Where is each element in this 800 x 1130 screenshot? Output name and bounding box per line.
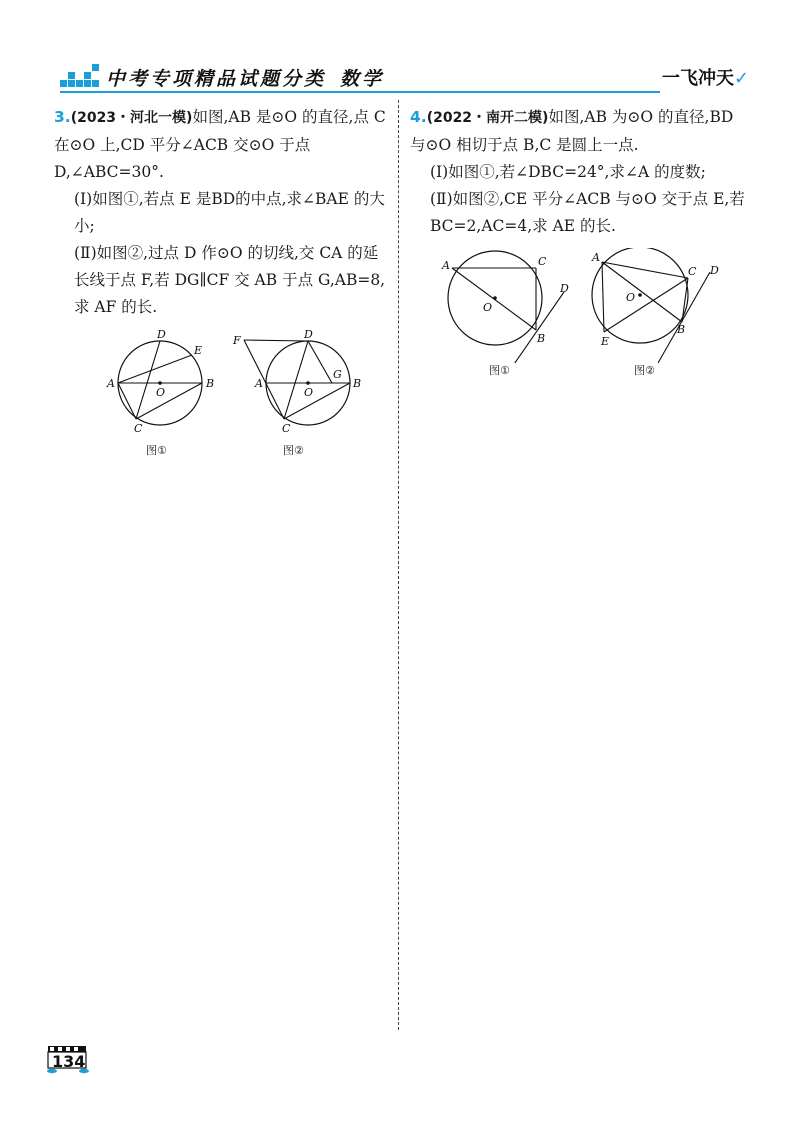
svg-text:A: A: [592, 251, 600, 264]
stem-text: 如图,AB 为⊙O 的直径,BD 与⊙O 相切于点 B,C 是圆上一点.: [410, 108, 734, 154]
svg-text:E: E: [601, 335, 610, 348]
problem-3-figure-2: [226, 330, 376, 460]
figure-1-diagram: [440, 248, 580, 363]
label-O: O: [156, 386, 166, 399]
problem-4-figure-1: [440, 248, 580, 383]
label-G: G: [333, 368, 342, 381]
problem-3-part-2: (Ⅱ)如图②,过点 D 作⊙O 的切线,交 CA 的延长线于点 F,若 DG∥CF 交 AB 于点 G,AB=8,求 AF 的长.: [74, 244, 386, 316]
stem-text: 如图,AB 是⊙O 的直径,点 C 在⊙O 上,CD 平分∠ACB 交⊙O 于点 D,∠ABC=30°.: [54, 108, 386, 181]
column-divider: [398, 100, 399, 1030]
label-C: C: [134, 422, 143, 435]
brand-logo: [662, 64, 749, 90]
brand-name: 一飞冲天: [662, 68, 734, 89]
label-O: O: [304, 386, 314, 399]
figure-2-diagram: [588, 248, 738, 363]
header-rule: [60, 91, 660, 93]
problem-3-stem: [54, 104, 392, 186]
svg-text:O: O: [626, 291, 636, 304]
problem-3-part-1: (Ⅰ)如图①,若点 E 是BD的中点,求∠BAE 的大小;: [74, 190, 385, 235]
problem-number: 4.: [410, 108, 427, 126]
check-icon: ✓: [734, 68, 750, 89]
svg-text:A: A: [442, 259, 450, 272]
label-C: C: [282, 422, 291, 435]
svg-text:C: C: [688, 265, 697, 278]
label-D: D: [157, 330, 166, 341]
svg-text:C: C: [538, 255, 547, 268]
header-series: 中考专项精品试题分类: [106, 68, 327, 90]
problem-4-part-2: (Ⅱ)如图②,CE 平分∠ACB 与⊙O 交于点 E,若 BC=2,AC=4,求 AE 的长.: [430, 190, 745, 235]
problem-4-stem: [410, 104, 745, 159]
svg-text:B: B: [537, 332, 546, 345]
svg-text:D: D: [710, 264, 719, 277]
header-title: [106, 64, 384, 91]
figure-caption: 图①: [146, 444, 167, 457]
figure-caption: 图②: [283, 444, 304, 457]
problem-source: (2022・南开二模): [426, 110, 549, 126]
logo-icon: [60, 66, 100, 88]
problem-source: (2023・河北一模): [70, 110, 193, 126]
svg-text:B: B: [677, 323, 686, 336]
figure-caption: 图②: [634, 364, 655, 377]
svg-text:D: D: [560, 282, 569, 295]
label-B: B: [353, 377, 362, 390]
problem-4: [410, 104, 745, 240]
page-number: 134: [52, 1052, 86, 1071]
problem-4-figure-2: [588, 248, 738, 383]
label-F: F: [233, 334, 241, 347]
label-D: D: [304, 330, 313, 341]
problem-4-part-1: (Ⅰ)如图①,若∠DBC=24°,求∠A 的度数;: [430, 163, 706, 181]
page-header: [0, 0, 800, 100]
svg-text:O: O: [483, 301, 493, 314]
problem-3: [54, 104, 392, 321]
problem-3-figure-1: [104, 330, 234, 460]
label-A: A: [107, 377, 115, 390]
label-A: A: [255, 377, 263, 390]
label-E: E: [194, 344, 203, 357]
figure-2-diagram: [226, 330, 376, 440]
header-subject: 数学: [340, 68, 385, 90]
figure-1-diagram: [104, 330, 234, 440]
label-B: B: [206, 377, 215, 390]
problem-number: 3.: [54, 108, 71, 126]
figure-caption: 图①: [489, 364, 510, 377]
